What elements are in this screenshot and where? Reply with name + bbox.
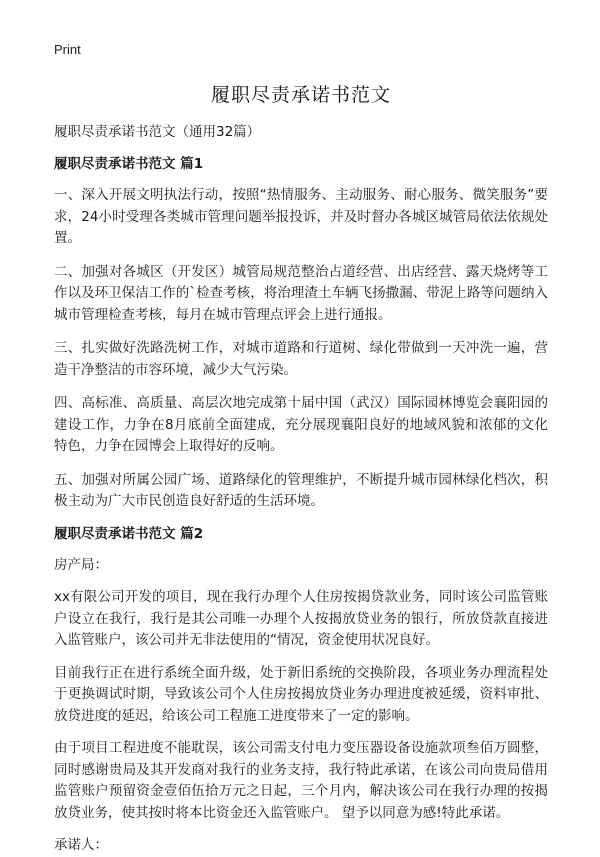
section-heading-1: 履职尽责承诺书范文 篇1 <box>54 156 204 172</box>
section-2-paragraph: 由于项目工程进度不能耽误，该公司需支付电力变压器设备设施款项叁佰万圆整，同时感谢贵局及其开发商对我行的业务支持，我行特此承诺，在该公司向贵局借用监管账户预留资金壹佰伍拾万元之日起，三个月内，解决该公司在我行办理的按揭放贷业务，使其按时将本比资金还入监管账户。 望予以同意为感!特此承诺。 <box>54 740 548 821</box>
section-2-paragraph: 目前我行正在进行系统全面升级，处于新旧系统的交换阶段，各项业务办理流程处于更换调试时期，导致该公司个人住房按揭放贷业务办理进度被延缓，资料审批、放贷进度的延迟，给该公司工程施工进度带来了一定的影响。 <box>54 664 548 724</box>
page-title: 履职尽责承诺书范文 <box>210 84 391 106</box>
document-subtitle: 履职尽责承诺书范文（通用32篇） <box>54 124 261 140</box>
section-1-paragraph: 三、扎实做好洗路洗树工作，对城市道路和行道树、绿化带做到一天冲洗一遍，营造干净整洁的市容环境，减少大气污染。 <box>54 340 548 378</box>
section-1-paragraph: 四、高标准、高质量、高层次地完成第十届中国（武汉）国际园林博览会襄阳园的建设工作，力争在8月底前全面建成，充分展现襄阳良好的地域风貌和浓郁的文化特色，力争在园博会上取得好的反响。 <box>54 395 548 454</box>
print-link[interactable]: Print <box>54 42 81 57</box>
section-2-paragraph: xx有限公司开发的项目，现在我行办理个人住房按揭贷款业务，同时该公司监管账户设立在我行，我行是其公司唯一办理个人按揭放贷业务的银行，所放贷款直接进入监管账户，该公司并无非法使用的“情况，资金使用状况良好。 <box>54 589 548 648</box>
section-1-paragraph: 一、深入开展文明执法行动，按照“热情服务、主动服务、耐心服务、微笑服务”要求，24小时受理各类城市管理问题举报投诉，并及时督办各城区城管局依法依规处置。 <box>54 187 548 246</box>
section-1-paragraph: 五、加强对所属公园广场、道路绿化的管理维护，不断提升城市园林绿化档次，积极主动为广大市民创造良好舒适的生活环境。 <box>54 471 548 509</box>
signature-line: 承诺人： <box>54 837 108 853</box>
section-2-paragraph: 房产局： <box>54 556 108 573</box>
section-heading-2: 履职尽责承诺书范文 篇2 <box>54 525 204 542</box>
section-1-paragraph: 二、加强对各城区（开发区）城管局规范整治占道经营、出店经营、露天烧烤等工作以及环卫保洁工作的`检查考核，将治理渣土车辆飞扬撒漏、带泥上路等问题纳入城市管理检查考核，每月在城市管理点评会上进行通报。 <box>54 263 548 323</box>
